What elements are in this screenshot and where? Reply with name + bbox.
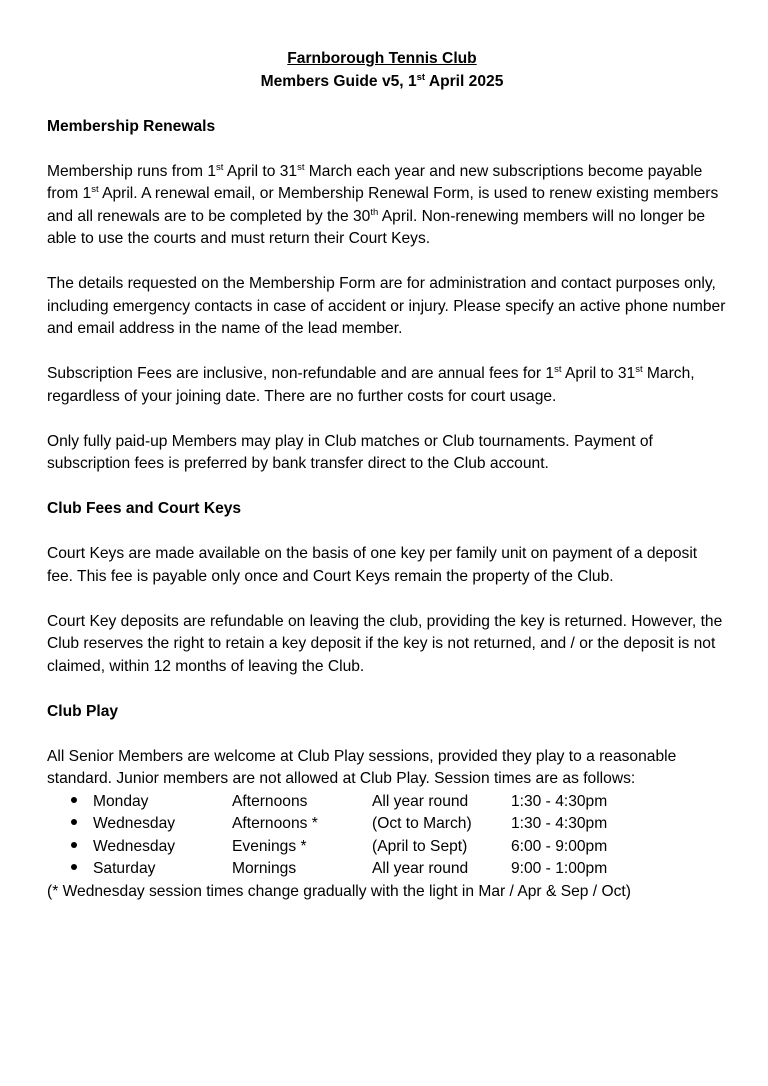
schedule-season: All year round [372, 792, 469, 810]
bullet-icon [47, 858, 93, 881]
schedule-time: 1:30 - 4:30pm [511, 792, 608, 810]
schedule-time: 6:00 - 9:00pm [511, 837, 608, 855]
schedule-item [47, 791, 727, 814]
club-play-intro: All Senior Members are welcome at Club Play sessions, provided they play to a reasonable standard. Junior members are not allowed at Club Play. Session times are as follows: [47, 747, 677, 787]
schedule-item [47, 858, 727, 881]
schedule-period: Afternoons [232, 792, 308, 810]
renewals-paragraph-4: Only fully paid-up Members may play in Club matches or Club tournaments. Payment of subscription fees is preferred by bank transfer direct to the Club account. [47, 432, 653, 472]
schedule-day: Wednesday [93, 815, 176, 832]
bullet-icon [47, 836, 93, 859]
fees-paragraph-2: Court Key deposits are refundable on leaving the club, providing the key is returned. However, the Club reserves the right to retain a key deposit if the key is not returned, and / or the deposit is not claimed, within 12 months of leaving the Club. [47, 612, 723, 675]
renewals-paragraph-2: The details requested on the Membership Form are for administration and contact purposes only, including emergency contacts in case of accident or injury. Please specify an active phone number and email address in the name of the lead member. [47, 275, 726, 337]
document-title-block [37, 48, 727, 93]
schedule-item [47, 813, 727, 836]
renewals-paragraph-1: Membership runs from 1st April to 31st March each year and new subscriptions become payable from 1st April. A renewal email, or Membership Renewal Form, is used to renew existing members and all renewals are to be completed by the 30th April. Non-renewing members will no longer be able to use the courts and must return their Court Keys. [47, 161, 719, 247]
schedule-item [47, 836, 727, 859]
schedule-day: Monday [93, 792, 149, 810]
schedule-time: 1:30 - 4:30pm [511, 815, 608, 832]
section-heading-fees: Club Fees and Court Keys [47, 500, 242, 517]
session-schedule-list [47, 791, 727, 881]
document-page [47, 48, 727, 903]
schedule-season: (Oct to March) [372, 815, 472, 832]
schedule-footnote: (* Wednesday session times change gradually with the light in Mar / Apr & Sep / Oct) [47, 882, 631, 900]
fees-paragraph-1: Court Keys are made available on the basis of one key per family unit on payment of a deposit fee. This fee is payable only once and Court Keys remain the property of the Club. [47, 545, 698, 585]
schedule-period: Evenings * [232, 837, 307, 855]
guide-version-title: Members Guide v5, 1st April 2025 [260, 71, 504, 90]
club-name-title: Farnborough Tennis Club [287, 50, 477, 67]
bullet-icon [47, 813, 93, 836]
renewals-paragraph-3: Subscription Fees are inclusive, non-refundable and are annual fees for 1st April to 31st March, regardless of your joining date. There are no further costs for court usage. [47, 364, 695, 405]
schedule-period: Mornings [232, 860, 297, 877]
schedule-period: Afternoons * [232, 815, 318, 832]
bullet-icon [47, 791, 93, 814]
section-heading-renewals: Membership Renewals [47, 117, 216, 135]
schedule-day: Wednesday [93, 837, 176, 855]
schedule-season: All year round [372, 860, 469, 877]
section-heading-club-play: Club Play [47, 702, 119, 720]
schedule-day: Saturday [93, 860, 156, 877]
schedule-time: 9:00 - 1:00pm [511, 860, 608, 877]
schedule-season: (April to Sept) [372, 837, 468, 855]
